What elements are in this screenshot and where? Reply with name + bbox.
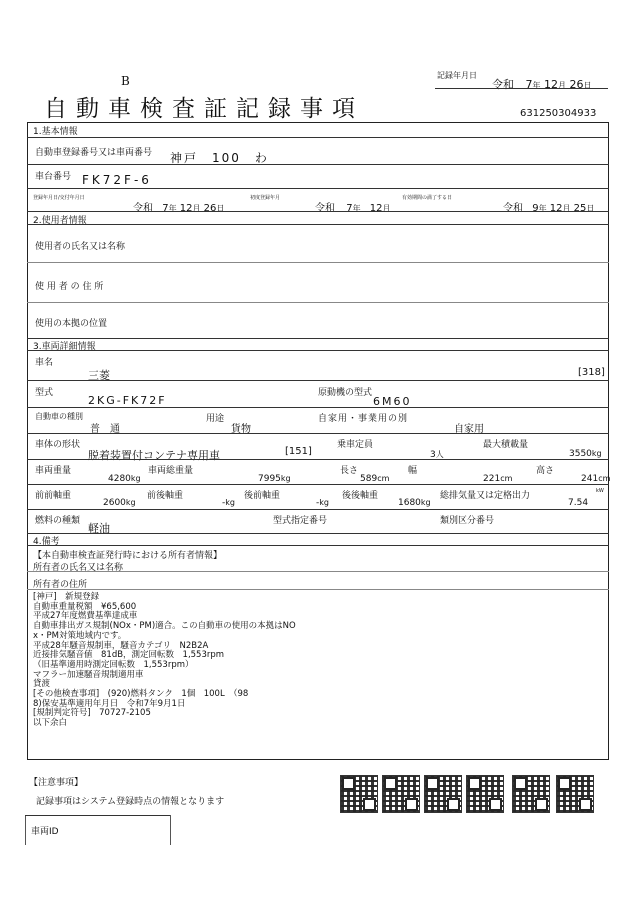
owner-address-label: 所有者の住所 <box>33 580 88 590</box>
remark-line: 以下余白 <box>33 718 68 729</box>
type-designation-label: 型式指定番号 <box>273 516 328 526</box>
usage-value: 貨物 <box>231 424 251 435</box>
divider <box>27 224 609 225</box>
section-user-info-heading: 2.使用者情報 <box>33 216 87 226</box>
month-unit: 月 <box>192 204 201 213</box>
remark-line: （旧基準適用時測定回転数 1,553rpm） <box>33 659 194 670</box>
qr-code-6 <box>556 775 594 813</box>
model-value: 2KG-FK72F <box>88 394 167 407</box>
divider <box>27 433 609 434</box>
capacity-number: 3 <box>430 450 436 460</box>
maker-value: 三菱 <box>88 369 110 382</box>
kg-unit: kg <box>125 498 136 507</box>
remark-line: 自動車排出ガス規制(NOx・PM)適合。この自動車の使用の本拠はNO <box>33 621 296 632</box>
width-value <box>483 474 512 484</box>
year-unit: 年 <box>168 204 177 213</box>
divider <box>27 380 609 381</box>
issue-year: 7 <box>162 203 169 214</box>
user-address-label: 使 用 者 の 住 所 <box>35 282 104 292</box>
issue-era: 令和 <box>133 203 153 214</box>
day-unit: 日 <box>586 204 595 213</box>
issue-day: 26 <box>203 203 217 214</box>
divider <box>27 350 609 351</box>
kg-unit: kg <box>225 498 235 507</box>
record-date-value <box>492 76 592 92</box>
remark-line: x・PM対策地域内です。 <box>33 630 127 641</box>
height-value <box>581 474 610 484</box>
width-label: 幅 <box>408 466 418 476</box>
base-location-label: 使用の本拠の位置 <box>35 319 108 329</box>
gross-weight-number: 7995 <box>258 474 281 484</box>
notice-text: 記録事項はシステム登録時点の情報となります <box>36 797 225 807</box>
document-number: 631250304933 <box>520 108 597 119</box>
gross-weight-value <box>258 474 291 484</box>
divider <box>27 262 609 263</box>
displacement-unit: kW <box>596 488 604 494</box>
header-top-letter: B <box>121 74 130 88</box>
remarks-block <box>33 593 296 729</box>
engine-model-value: 6M60 <box>373 395 412 408</box>
displacement-value <box>568 498 588 508</box>
user-name-label: 使用者の氏名又は名称 <box>35 242 126 252</box>
record-date-month: 12 <box>544 78 558 91</box>
record-date-label: 記録年月日 <box>437 71 477 80</box>
remark-line: 貸渡 <box>33 679 51 690</box>
kg-unit: kg <box>420 498 431 507</box>
record-date-year-unit: 年 <box>532 81 541 90</box>
body-shape-label: 車体の形状 <box>35 440 81 450</box>
vehicle-id-box-top <box>25 815 170 816</box>
divider <box>27 211 609 212</box>
vehicle-kind-label: 自動車の種別 <box>35 412 83 421</box>
remark-line: 自動車重量税額 ¥65,600 <box>33 601 137 612</box>
cm-unit: cm <box>377 474 390 483</box>
front-front-axle-label: 前前軸重 <box>35 491 72 501</box>
body-shape-code: [151] <box>285 446 312 457</box>
length-number: 589 <box>360 474 378 484</box>
fuel-type-value: 軽油 <box>88 522 110 535</box>
first-reg-era: 令和 <box>315 203 335 214</box>
rear-rear-axle-value <box>398 498 431 508</box>
record-date-day-unit: 日 <box>583 81 592 90</box>
front-rear-axle-number: - <box>222 498 226 508</box>
gross-weight-label: 車両総重量 <box>148 466 194 476</box>
front-rear-axle-value <box>222 498 235 508</box>
expiry-day: 25 <box>573 203 587 214</box>
maker-label: 車名 <box>35 358 54 368</box>
year-unit: 年 <box>538 204 547 213</box>
vehicle-weight-number: 4280 <box>108 474 131 484</box>
registration-number-value: 神戸 100 わ <box>170 151 269 165</box>
qr-code-2 <box>382 775 420 813</box>
qr-code-5 <box>512 775 550 813</box>
category-number-label: 類別区分番号 <box>440 516 495 526</box>
divider <box>27 137 609 138</box>
issue-date-label: 登録年月日/交付年月日 <box>33 195 85 201</box>
divider <box>27 571 609 572</box>
record-date-month-unit: 月 <box>558 81 566 90</box>
rear-front-axle-value <box>316 498 329 508</box>
width-number: 221 <box>483 474 501 484</box>
max-load-number: 3550 <box>569 449 592 459</box>
divider <box>27 302 609 303</box>
remark-line: [その他検査事項] (920)燃料タンク 1個 100L （98 <box>33 689 249 700</box>
vehicle-id-box-right <box>170 815 171 845</box>
cm-unit: cm <box>598 474 611 483</box>
expiry-era: 令和 <box>503 203 523 214</box>
vehicle-kind-value: 普 通 <box>90 424 120 435</box>
issue-month: 12 <box>179 203 193 214</box>
first-registration-label: 初度登録年月 <box>250 195 281 201</box>
kg-unit: kg <box>319 498 329 507</box>
rear-front-axle-number: - <box>316 498 320 508</box>
section-basic-info-heading: 1.基本情報 <box>33 127 78 137</box>
divider <box>27 509 609 510</box>
chassis-number-value: FK72F-6 <box>82 173 152 187</box>
vehicle-weight-value <box>108 474 141 484</box>
expiry-date-label: 有効期間の満了する日 <box>402 195 453 201</box>
qr-code-1 <box>340 775 378 813</box>
section-remarks-heading: 4.備考 <box>33 537 60 547</box>
record-date-day: 26 <box>569 78 584 91</box>
vehicle-weight-label: 車両重量 <box>35 466 72 476</box>
front-front-axle-value <box>103 498 136 508</box>
engine-model-label: 原動機の型式 <box>318 388 373 398</box>
height-label: 高さ <box>536 466 555 476</box>
remark-line: [神戸] 新規登録 <box>33 592 100 602</box>
owner-name-label: 所有者の氏名又は名称 <box>33 563 124 573</box>
divider <box>27 533 609 534</box>
divider <box>27 188 609 189</box>
remark-line: 平成27年度燃費基準達成車 <box>33 611 138 622</box>
record-date-underline <box>435 88 608 89</box>
expiry-month: 12 <box>549 203 563 214</box>
remark-line: 平成28年騒音規制車，騒音カテゴリ N2B2A <box>33 640 209 651</box>
chassis-number-label: 車台番号 <box>35 172 72 182</box>
cm-unit: cm <box>500 474 513 483</box>
max-load-label: 最大積載量 <box>483 440 529 450</box>
rear-rear-axle-number: 1680 <box>398 498 421 508</box>
kg-unit: kg <box>280 474 291 483</box>
record-date-era: 令和 <box>492 78 514 91</box>
length-value <box>360 474 389 484</box>
kg-unit: kg <box>591 449 602 458</box>
usage-label: 用途 <box>206 414 225 424</box>
month-unit: 月 <box>562 204 571 213</box>
private-business-value: 自家用 <box>454 424 484 435</box>
model-label: 型式 <box>35 388 54 398</box>
divider <box>27 407 609 408</box>
month-unit: 月 <box>382 204 391 213</box>
document-title: 自動車検査証記録事項 <box>44 96 364 122</box>
year-unit: 年 <box>352 204 361 213</box>
maker-code: [318] <box>578 367 605 378</box>
rear-front-axle-label: 後前軸重 <box>244 491 281 501</box>
notice-title: 【注意事項】 <box>29 778 84 788</box>
owner-box-title: 【本自動車検査証発行時における所有者情報】 <box>33 551 223 561</box>
rear-rear-axle-label: 後後軸重 <box>342 491 379 501</box>
vehicle-id-box-left <box>25 815 26 845</box>
capacity-label: 乗車定員 <box>337 440 374 450</box>
expiry-year: 9 <box>532 203 539 214</box>
first-reg-year: 7 <box>346 203 353 214</box>
divider <box>27 164 609 165</box>
first-reg-month: 12 <box>369 203 383 214</box>
qr-code-4 <box>466 775 504 813</box>
kg-unit: kg <box>130 474 141 483</box>
remark-line: [規制判定符号] 70727-2105 <box>33 708 151 719</box>
remark-line: 近接排気騒音値 81dB，測定回転数 1,553rpm <box>33 650 225 661</box>
capacity-unit: 人 <box>435 450 444 459</box>
private-business-label: 自家用・事業用の別 <box>318 414 409 424</box>
displacement-label: 総排気量又は定格出力 <box>440 491 531 501</box>
remark-line: 8)保安基準適用年月日 令和7年9月1日 <box>33 698 186 709</box>
divider <box>27 338 609 339</box>
vehicle-id-label: 車両ID <box>31 827 59 837</box>
day-unit: 日 <box>216 204 225 213</box>
qr-code-3 <box>424 775 462 813</box>
height-number: 241 <box>581 474 599 484</box>
section-vehicle-detail-heading: 3.車両詳細情報 <box>33 342 96 352</box>
registration-number-label: 自動車登録番号又は車両番号 <box>35 148 153 158</box>
divider <box>27 589 609 590</box>
fuel-type-label: 燃料の種類 <box>35 516 81 526</box>
divider <box>27 484 609 485</box>
length-label: 長さ <box>340 466 359 476</box>
divider <box>27 459 609 460</box>
body-shape-value: 脱着装置付コンテナ専用車 <box>88 449 220 462</box>
max-load-value <box>569 449 602 459</box>
remark-line: マフラー加速騒音規制適用車 <box>33 669 144 680</box>
record-date-year: 7 <box>525 78 533 91</box>
front-front-axle-number: 2600 <box>103 498 126 508</box>
front-rear-axle-label: 前後軸重 <box>147 491 184 501</box>
divider <box>27 545 609 546</box>
displacement-number: 7.54 <box>568 498 589 508</box>
